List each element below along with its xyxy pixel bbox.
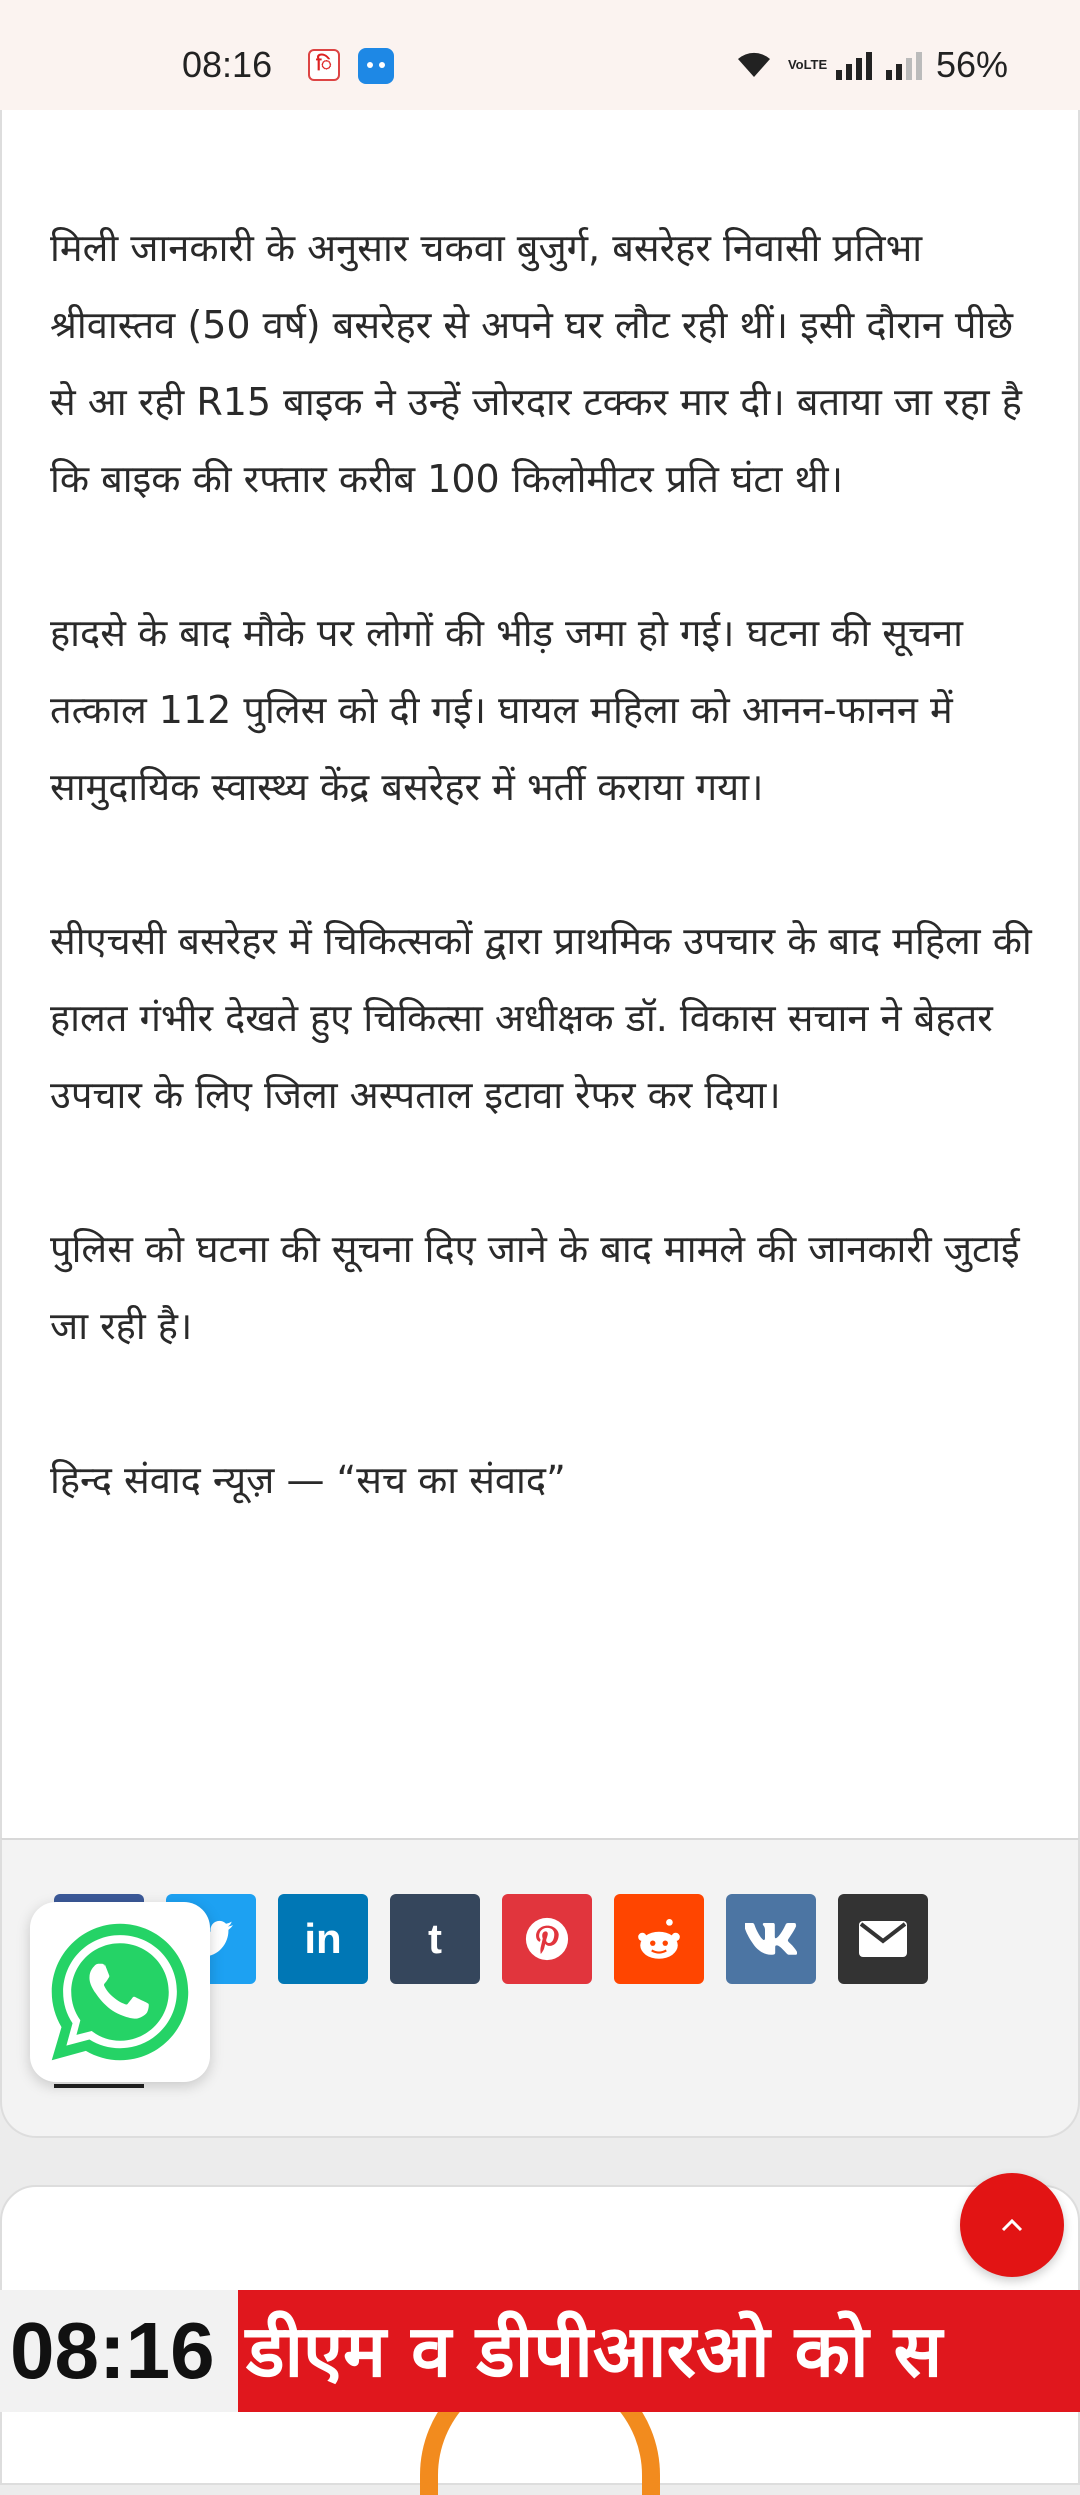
linkedin-share-button[interactable] xyxy=(278,1894,368,1984)
tumblr-icon: t xyxy=(428,1915,442,1962)
chevron-up-icon xyxy=(1000,2217,1024,2233)
status-time: 08:16 xyxy=(182,44,273,85)
battery-percentage: 56% xyxy=(935,44,1008,85)
article-paragraph: हादसे के बाद मौके पर लोगों की भीड़ जमा हो गई। घटना की सूचना तत्काल 112 पुलिस को दी गई। घायल महिला को आनन-फानन में सामुदायिक स्वास्थ्य केंद्र बसरेहर में भर्ती कराया गया। xyxy=(50,611,964,809)
status-bar xyxy=(0,0,1080,110)
ticker-clock: 08:16 xyxy=(0,2290,238,2412)
email-share-button[interactable] xyxy=(838,1894,928,1984)
article-text xyxy=(50,210,1050,1519)
linkedin-icon: in xyxy=(304,1915,342,1962)
article-paragraph: पुलिस को घटना की सूचना दिए जाने के बाद मामले की जानकारी जुटाई जा रही है। xyxy=(50,1227,1020,1348)
android-notification-icon xyxy=(358,48,394,84)
wifi-icon xyxy=(734,49,774,81)
status-indicators xyxy=(734,44,1008,86)
email-icon xyxy=(859,1921,907,1957)
pinterest-icon xyxy=(524,1916,570,1962)
app-notification-icon: ि xyxy=(308,49,340,81)
ticker-headline[interactable]: डीएम व डीपीआरओ को स xyxy=(246,2309,943,2393)
signal-strength-icon xyxy=(836,50,872,80)
tumblr-share-button[interactable] xyxy=(390,1894,480,1984)
article-body xyxy=(0,110,1080,1840)
whatsapp-float-button[interactable] xyxy=(30,1902,210,2082)
volte-icon: VoLTE xyxy=(787,57,828,72)
reddit-icon xyxy=(634,1916,684,1962)
article-paragraph: मिली जानकारी के अनुसार चकवा बुजुर्ग, बसरेहर निवासी प्रतिभा श्रीवास्तव (50 वर्ष) बसरेहर से अपने घर लौट रही थीं। इसी दौरान पीछे से आ रही R15 बाइक ने उन्हें जोरदार टक्कर मार दी। बताया जा रहा है कि बाइक की रफ्तार करीब 100 किलोमीटर प्रति घंटा थी। xyxy=(50,226,1022,501)
reddit-share-button[interactable] xyxy=(614,1894,704,1984)
pinterest-share-button[interactable] xyxy=(502,1894,592,1984)
vk-icon xyxy=(745,1923,797,1955)
share-more-indicator xyxy=(54,2084,144,2088)
article-paragraph: सीएचसी बसरेहर में चिकित्सकों द्वारा प्राथमिक उपचार के बाद महिला की हालत गंभीर देखते हुए चिकित्सा अधीक्षक डॉ. विकास सचान ने बेहतर उपचार के लिए जिला अस्पताल इटावा रेफर कर दिया। xyxy=(50,919,1032,1117)
scroll-to-top-button[interactable] xyxy=(960,2173,1064,2277)
vk-share-button[interactable] xyxy=(726,1894,816,1984)
news-ticker[interactable] xyxy=(0,2290,1080,2412)
signal-strength-icon-2 xyxy=(886,50,922,80)
article-signature: हिन्द संवाद न्यूज़ — “सच का संवाद” xyxy=(50,1458,566,1502)
whatsapp-icon xyxy=(42,1914,198,2070)
